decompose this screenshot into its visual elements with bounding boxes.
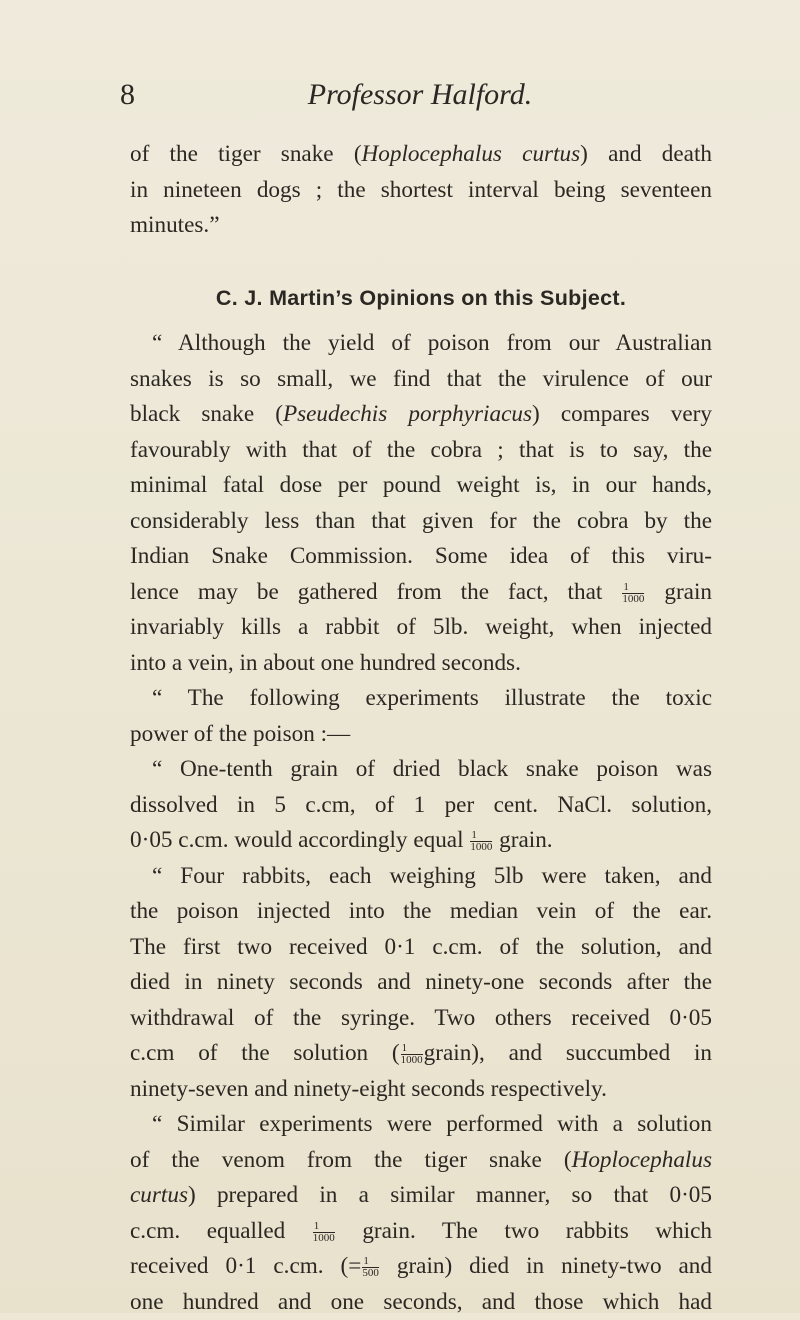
text-line: lence may be gathered from the fact, that $\frac{1}{1000}$ grain: [130, 575, 712, 611]
text-line: curtus) prepared in a similar manner, so that 0·05: [130, 1178, 712, 1214]
text-line: The first two received 0·1 c.cm. of the solution, and: [130, 930, 712, 966]
text-line: withdrawal of the syringe. Two others received 0·05: [130, 1001, 712, 1037]
text-line: “ Four rabbits, each weighing 5lb were taken, and: [130, 859, 712, 895]
text-line: “ Although the yield of poison from our Australian: [130, 326, 712, 362]
text-line: minimal fatal dose per pound weight is, in our hands,: [130, 468, 712, 504]
text-line: Indian Snake Commission. Some idea of this viru-: [130, 539, 712, 575]
text-line: died in ninety seconds and ninety-one seconds after the: [130, 965, 712, 1001]
text-line: black snake (Pseudechis porphyriacus) compares very: [130, 397, 712, 433]
text-line: snakes is so small, we find that the virulence of our: [130, 362, 712, 398]
text-line: 0·05 c.cm. would accordingly equal $\frac{1}{1000}$ grain.: [130, 823, 712, 859]
text-line: dissolved in 5 c.cm, of 1 per cent. NaCl. solution,: [130, 788, 712, 824]
text-line: “ Similar experiments were performed with a solution: [130, 1107, 712, 1143]
fraction: $\frac{1}{1000}$: [470, 830, 492, 853]
text-line: power of the poison :—: [130, 717, 712, 753]
text-line: considerably less than that given for the cobra by the: [130, 504, 712, 540]
text-line: minutes.”: [130, 208, 712, 244]
text-line: invariably kills a rabbit of 5lb. weight, when injected: [130, 610, 712, 646]
text-line: in nineteen dogs ; the shortest interval being seventeen: [130, 173, 712, 209]
text-line: c.cm. equalled $\frac{1}{1000}$ grain. The two rabbits which: [130, 1214, 712, 1250]
section-heading: C. J. Martin’s Opinions on this Subject.: [130, 281, 712, 317]
running-title: Professor Halford.: [120, 78, 720, 112]
fraction: $\frac{1}{1000}$: [622, 582, 644, 605]
text-line: ninety-seven and ninety-eight seconds respectively.: [130, 1072, 712, 1108]
text-line: of the tiger snake (Hoplocephalus curtus) and death: [130, 137, 712, 173]
text-line: received 0·1 c.cm. (= $\frac{1}{500}$ grain) died in ninety-two and: [130, 1249, 712, 1285]
text-line: “ The following experiments illustrate the toxic: [130, 681, 712, 717]
page-body: [130, 137, 712, 1320]
text-line: favourably with that of the cobra ; that is to say, the: [130, 433, 712, 469]
running-header: [120, 78, 720, 118]
text-line: c.cm of the solution ( $\frac{1}{1000}$ grain), and succumbed in: [130, 1036, 712, 1072]
text-line: of the venom from the tiger snake (Hoplocephalus: [130, 1143, 712, 1179]
fraction: $\frac{1}{1000}$: [401, 1043, 423, 1066]
fraction: $\frac{1}{500}$: [362, 1256, 379, 1279]
fraction: $\frac{1}{1000}$: [313, 1221, 335, 1244]
page-number: 8: [120, 78, 135, 112]
text-line: the poison injected into the median vein of the ear.: [130, 894, 712, 930]
text-line: “ One-tenth grain of dried black snake poison was: [130, 752, 712, 788]
text-line: into a vein, in about one hundred seconds.: [130, 646, 712, 682]
text-line: one hundred and one seconds, and those which had: [130, 1285, 712, 1320]
